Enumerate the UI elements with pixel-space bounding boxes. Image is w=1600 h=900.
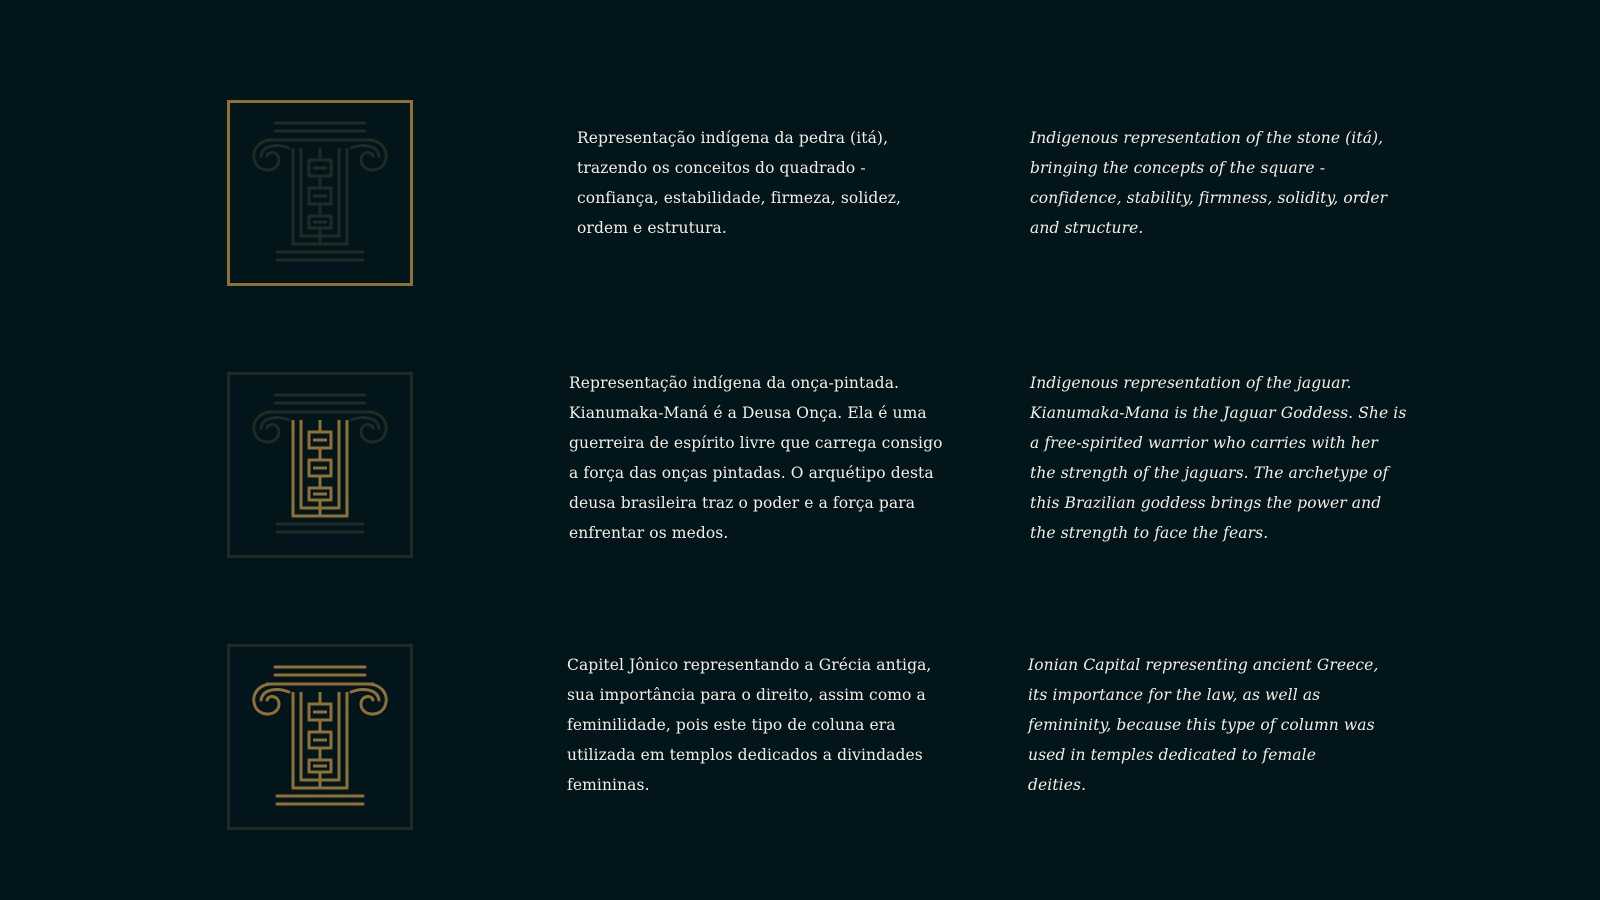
text-line: feminilidade, pois este tipo de coluna era bbox=[567, 716, 896, 734]
text-line: its importance for the law, as well as bbox=[1028, 686, 1321, 704]
text-line: Capitel Jônico representando a Grécia antiga, bbox=[567, 656, 932, 674]
jaguar-symbol-frame bbox=[227, 372, 413, 558]
shaft-group bbox=[293, 692, 347, 788]
ionic-capital-icon bbox=[227, 644, 413, 830]
text-line: Ionian Capital representing ancient Greece, bbox=[1028, 656, 1379, 674]
text-line: Kianumaka-Mana is the Jaguar Goddess. She is bbox=[1030, 404, 1407, 422]
text-line: utilizada em templos dedicados a divindades bbox=[567, 746, 923, 764]
text-line: used in temples dedicated to female bbox=[1028, 746, 1316, 764]
text-line: Representação indígena da onça-pintada. bbox=[569, 374, 900, 392]
text-line: Indigenous representation of the jaguar. bbox=[1030, 374, 1352, 392]
text-line: a free-spirited warrior who carries with her bbox=[1030, 434, 1378, 452]
text-line: confidence, stability, firmness, solidity, order bbox=[1030, 189, 1388, 207]
description-en bbox=[1030, 123, 1387, 243]
text-line: trazendo os conceitos do quadrado - bbox=[577, 159, 866, 177]
text-line: Kianumaka-Maná é a Deusa Onça. Ela é uma bbox=[569, 404, 927, 422]
description-en bbox=[1030, 368, 1406, 548]
description-en bbox=[1028, 650, 1378, 800]
text-line: deusa brasileira traz o poder e a força para bbox=[569, 494, 916, 512]
ionic-capital-icon bbox=[227, 372, 413, 558]
description-pt bbox=[569, 368, 943, 548]
stone-symbol-frame bbox=[227, 100, 413, 286]
ionic-symbol-frame bbox=[227, 644, 413, 830]
description-pt bbox=[567, 650, 931, 800]
text-line: Representação indígena da pedra (itá), bbox=[577, 129, 889, 147]
text-line: the strength to face the fears. bbox=[1030, 524, 1269, 542]
text-line: ordem e estrutura. bbox=[577, 219, 727, 237]
text-line: femininity, because this type of column was bbox=[1028, 716, 1375, 734]
shaft-group bbox=[293, 420, 347, 516]
description-pt bbox=[577, 123, 901, 243]
ionic-capital-icon bbox=[227, 100, 413, 286]
text-line: this Brazilian goddess brings the power and bbox=[1030, 494, 1382, 512]
text-line: femininas. bbox=[567, 776, 650, 794]
text-line: a força das onças pintadas. O arquétipo desta bbox=[569, 464, 934, 482]
text-line: enfrentar os medos. bbox=[569, 524, 729, 542]
shaft-group bbox=[293, 148, 347, 244]
text-line: bringing the concepts of the square - bbox=[1030, 159, 1326, 177]
text-line: confiança, estabilidade, firmeza, solidez, bbox=[577, 189, 902, 207]
text-line: Indigenous representation of the stone (itá), bbox=[1030, 129, 1384, 147]
text-line: sua importância para o direito, assim como a bbox=[567, 686, 926, 704]
text-line: and structure. bbox=[1030, 219, 1144, 237]
text-line: guerreira de espírito livre que carrega consigo bbox=[569, 434, 943, 452]
text-line: the strength of the jaguars. The archetype of bbox=[1030, 464, 1389, 482]
text-line: deities. bbox=[1028, 776, 1087, 794]
